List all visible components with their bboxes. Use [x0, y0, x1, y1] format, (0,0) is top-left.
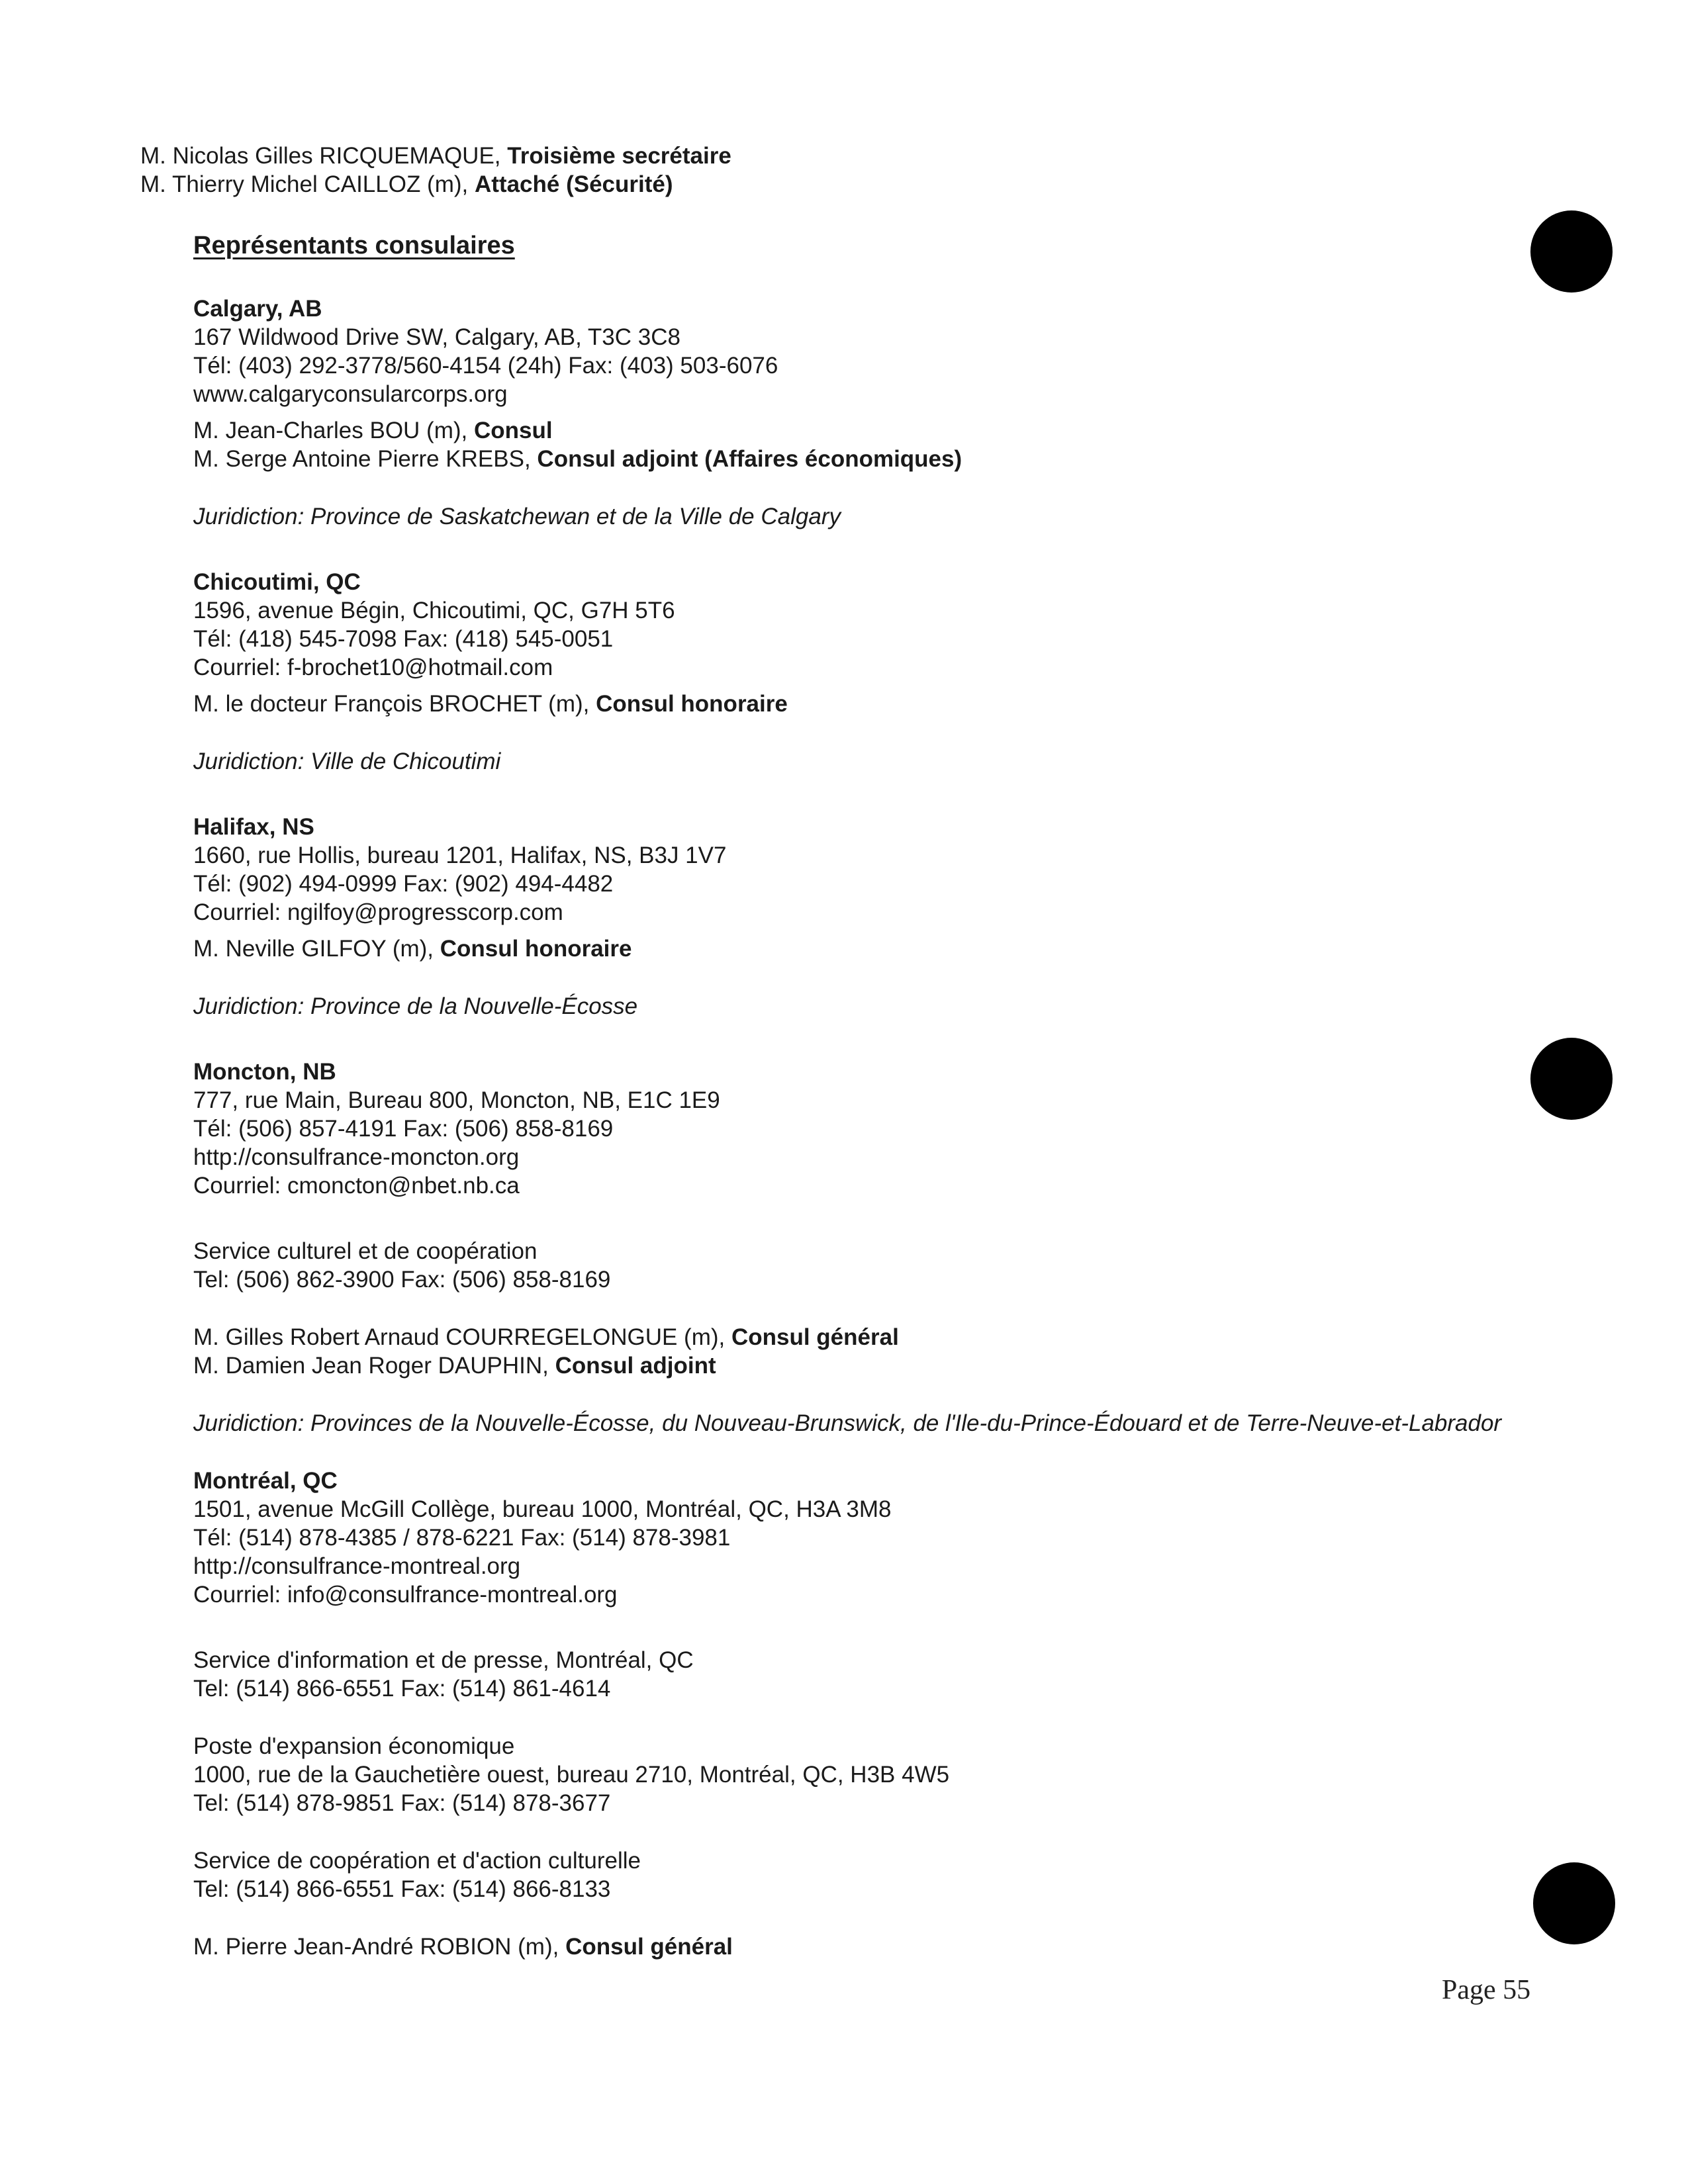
office-address: 1501, avenue McGill Collège, bureau 1000, Montréal, QC, H3A 3M8	[193, 1496, 892, 1522]
staff-entry	[193, 416, 1517, 445]
top-staff-list	[140, 142, 731, 199]
office-jurisdiction: Juridiction: Provinces de la Nouvelle-Écosse, du Nouveau-Brunswick, de l'Ile-du-Prince-Édouard et de Terre-Neuve-et-Labrador	[193, 1410, 1502, 1436]
office-email: Courriel: ngilfoy@progresscorp.com	[193, 899, 563, 925]
office-phone: Tél: (418) 545-7098 Fax: (418) 545-0051	[193, 626, 614, 652]
office-website: http://consulfrance-montreal.org	[193, 1553, 521, 1579]
office-email: Courriel: cmoncton@nbet.nb.ca	[193, 1173, 520, 1199]
punch-hole-icon	[1533, 1862, 1615, 1944]
office-website: www.calgaryconsularcorps.org	[193, 381, 508, 407]
office-name: Halifax, NS	[193, 814, 314, 840]
office-jurisdiction: Juridiction: Ville de Chicoutimi	[193, 749, 501, 774]
service-phone: Tel: (514) 866-6551 Fax: (514) 861-4614	[193, 1676, 611, 1702]
staff-name: M. Jean-Charles BOU (m),	[193, 418, 474, 443]
office-phone: Tél: (506) 857-4191 Fax: (506) 858-8169	[193, 1116, 614, 1142]
office-address: 777, rue Main, Bureau 800, Moncton, NB, E1C 1E9	[193, 1087, 720, 1113]
staff-name: M. Neville GILFOY (m),	[193, 936, 440, 962]
service-block	[193, 1237, 1517, 1294]
staff-entry	[193, 445, 1517, 473]
staff-title: Consul honoraire	[596, 691, 788, 717]
staff-title: Consul général	[731, 1324, 899, 1350]
staff-title: Consul adjoint	[555, 1353, 716, 1379]
staff-title: Attaché (Sécurité)	[474, 171, 673, 197]
service-block	[193, 1846, 1517, 1903]
staff-name: M. Gilles Robert Arnaud COURREGELONGUE (m),	[193, 1324, 731, 1350]
office-phone: Tél: (902) 494-0999 Fax: (902) 494-4482	[193, 871, 614, 897]
staff-entry	[193, 934, 1517, 963]
office-name: Moncton, NB	[193, 1059, 336, 1085]
office-jurisdiction: Juridiction: Province de Saskatchewan et de la Ville de Calgary	[193, 504, 841, 529]
service-phone: Tel: (514) 878-9851 Fax: (514) 878-3677	[193, 1790, 611, 1816]
office-address: 1596, avenue Bégin, Chicoutimi, QC, G7H 5T6	[193, 598, 675, 623]
office-halifax	[193, 813, 1517, 1058]
punch-hole-icon	[1530, 1038, 1613, 1120]
staff-name: M. Serge Antoine Pierre KREBS,	[193, 446, 538, 472]
punch-hole-icon	[1530, 210, 1613, 293]
section-title: Représentants consulaires	[193, 232, 515, 259]
staff-title: Consul honoraire	[440, 936, 632, 962]
staff-entry	[193, 1933, 1517, 1961]
office-email: Courriel: info@consulfrance-montreal.org	[193, 1582, 618, 1608]
office-email: Courriel: f-brochet10@hotmail.com	[193, 655, 553, 680]
office-montreal	[193, 1467, 1517, 1961]
office-phone: Tél: (403) 292-3778/560-4154 (24h) Fax: (403) 503-6076	[193, 353, 778, 379]
consular-section	[193, 232, 1517, 1961]
service-address: 1000, rue de la Gauchetière ouest, bureau 2710, Montréal, QC, H3B 4W5	[193, 1762, 950, 1788]
staff-title: Troisième secrétaire	[507, 143, 731, 169]
office-name: Chicoutimi, QC	[193, 569, 361, 595]
staff-entry	[140, 142, 731, 170]
staff-title: Consul général	[565, 1934, 733, 1960]
staff-name: M. Nicolas Gilles RICQUEMAQUE,	[140, 143, 508, 169]
staff-name: M. Pierre Jean-André ROBION (m),	[193, 1934, 566, 1960]
service-name: Service culturel et de coopération	[193, 1238, 538, 1264]
staff-name: M. Thierry Michel CAILLOZ (m),	[140, 171, 475, 197]
office-jurisdiction: Juridiction: Province de la Nouvelle-Écosse	[193, 993, 638, 1019]
service-block	[193, 1646, 1517, 1703]
page-number: Page 55	[1442, 1975, 1531, 2005]
office-moncton	[193, 1058, 1517, 1467]
staff-entry	[140, 170, 731, 199]
staff-name: M. le docteur François BROCHET (m),	[193, 691, 596, 717]
office-address: 167 Wildwood Drive SW, Calgary, AB, T3C 3C8	[193, 324, 680, 350]
service-block	[193, 1732, 1517, 1817]
office-name: Montréal, QC	[193, 1468, 338, 1494]
service-phone: Tel: (506) 862-3900 Fax: (506) 858-8169	[193, 1267, 611, 1293]
service-name: Poste d'expansion économique	[193, 1733, 515, 1759]
staff-name: M. Damien Jean Roger DAUPHIN,	[193, 1353, 555, 1379]
office-phone: Tél: (514) 878-4385 / 878-6221 Fax: (514) 878-3981	[193, 1525, 731, 1551]
service-name: Service d'information et de presse, Montréal, QC	[193, 1647, 694, 1673]
service-phone: Tel: (514) 866-6551 Fax: (514) 866-8133	[193, 1876, 611, 1902]
office-chicoutimi	[193, 568, 1517, 813]
staff-title: Consul adjoint (Affaires économiques)	[537, 446, 962, 472]
staff-title: Consul	[473, 418, 553, 443]
office-name: Calgary, AB	[193, 296, 322, 322]
office-calgary	[193, 295, 1517, 568]
staff-entry	[193, 1323, 1517, 1351]
service-name: Service de coopération et d'action culturelle	[193, 1848, 641, 1874]
office-website: http://consulfrance-moncton.org	[193, 1144, 520, 1170]
office-address: 1660, rue Hollis, bureau 1201, Halifax, NS, B3J 1V7	[193, 842, 727, 868]
staff-entry	[193, 690, 1517, 718]
staff-entry	[193, 1351, 1517, 1380]
